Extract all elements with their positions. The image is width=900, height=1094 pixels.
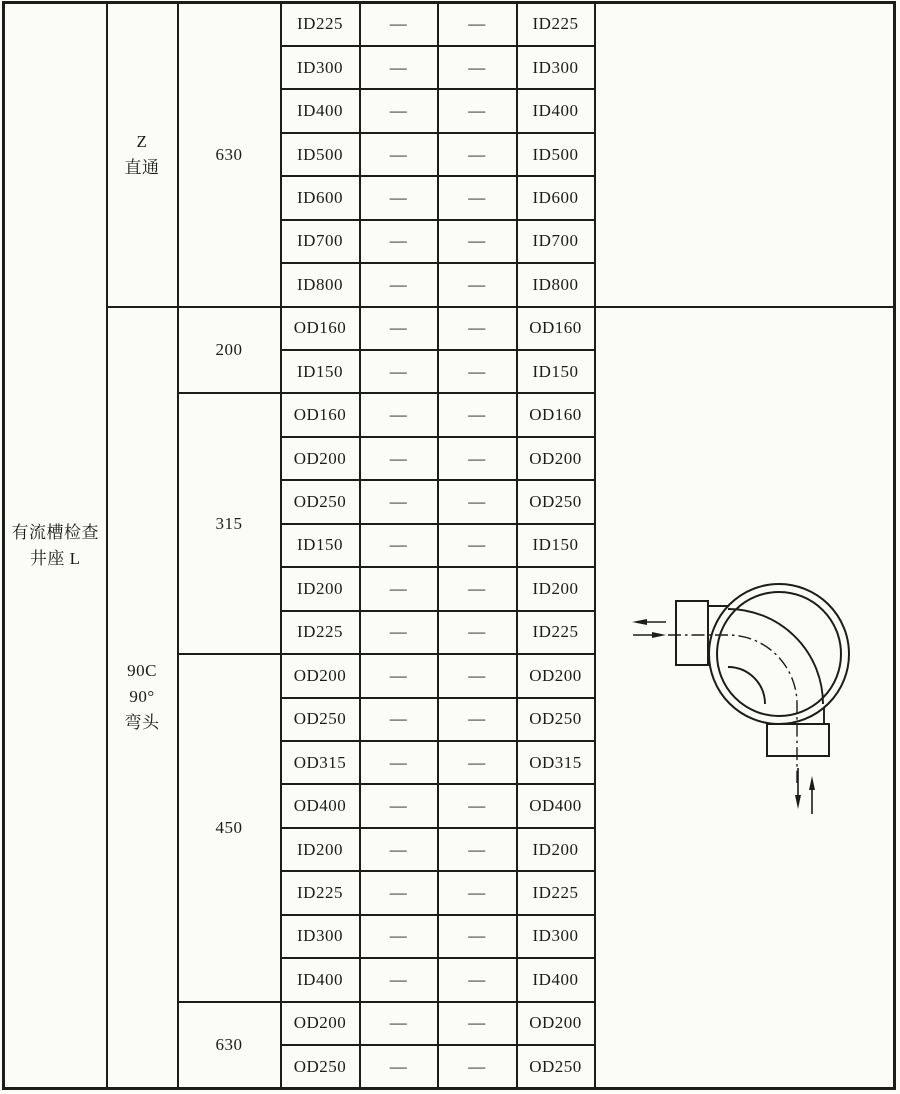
branch-size-cell: OD250	[517, 1045, 595, 1089]
dash-cell: —	[360, 133, 438, 176]
fitting-size-table	[2, 1, 896, 1090]
branch-size-cell: ID225	[517, 871, 595, 914]
well-seat-name-line2: 井座 L	[29, 548, 81, 568]
dash-cell: —	[438, 611, 517, 654]
branch-size-cell: ID225	[281, 871, 360, 914]
fitting-type-angle: 90°	[129, 687, 155, 707]
branch-size-cell: ID150	[517, 524, 595, 567]
branch-size-cell: ID800	[517, 263, 595, 306]
fitting-type-cell-elbow	[107, 307, 178, 1089]
branch-size-cell: ID500	[281, 133, 360, 176]
branch-size-cell: OD200	[281, 1002, 360, 1045]
branch-size-cell: ID150	[281, 524, 360, 567]
table-row	[4, 307, 895, 350]
dash-cell: —	[438, 524, 517, 567]
branch-size-cell: OD160	[281, 393, 360, 436]
dash-cell: —	[438, 915, 517, 958]
dash-cell: —	[438, 176, 517, 219]
dash-cell: —	[360, 698, 438, 741]
dash-cell: —	[360, 524, 438, 567]
fitting-type-name: 直通	[124, 157, 160, 177]
elbow-plan-diagram	[624, 572, 884, 822]
branch-size-cell: ID200	[281, 828, 360, 871]
main-size-cell: 315	[178, 393, 281, 654]
branch-size-cell: OD160	[281, 307, 360, 350]
dash-cell: —	[360, 1002, 438, 1045]
branch-size-cell: OD200	[517, 1002, 595, 1045]
dash-cell: —	[438, 654, 517, 697]
dash-cell: —	[438, 698, 517, 741]
branch-size-cell: ID300	[281, 46, 360, 89]
branch-size-cell: OD160	[517, 307, 595, 350]
dash-cell: —	[360, 741, 438, 784]
branch-size-cell: OD250	[517, 698, 595, 741]
dash-cell: —	[438, 958, 517, 1001]
branch-size-cell: OD200	[281, 654, 360, 697]
branch-size-cell: ID225	[281, 611, 360, 654]
dash-cell: —	[360, 46, 438, 89]
branch-size-cell: ID200	[517, 567, 595, 610]
branch-size-cell: ID225	[517, 611, 595, 654]
dash-cell: —	[438, 871, 517, 914]
flow-channel-inner-arc	[728, 667, 765, 704]
dash-cell: —	[438, 263, 517, 306]
main-size-cell: 630	[178, 1002, 281, 1089]
branch-size-cell: OD160	[517, 393, 595, 436]
branch-size-cell: OD250	[281, 698, 360, 741]
branch-size-cell: OD250	[517, 480, 595, 523]
main-size-cell: 200	[178, 307, 281, 394]
dash-cell: —	[438, 393, 517, 436]
table-row	[4, 3, 895, 46]
branch-size-cell: ID600	[517, 176, 595, 219]
dash-cell: —	[360, 3, 438, 46]
diagram-cell	[595, 307, 895, 1089]
main-size-cell: 450	[178, 654, 281, 1002]
flow-arrow-left-icon	[632, 619, 666, 625]
dash-cell: —	[360, 176, 438, 219]
branch-size-cell: ID150	[517, 350, 595, 393]
branch-size-cell: OD200	[281, 437, 360, 480]
branch-size-cell: ID400	[517, 89, 595, 132]
well-seat-name-line1: 有流槽检查	[11, 522, 99, 542]
well-seat-outer-circle	[709, 584, 849, 724]
branch-size-cell: ID300	[517, 46, 595, 89]
fitting-type-name: 弯头	[124, 713, 160, 733]
dash-cell: —	[438, 307, 517, 350]
branch-size-cell: ID400	[517, 958, 595, 1001]
branch-size-cell: ID200	[281, 567, 360, 610]
dash-cell: —	[360, 958, 438, 1001]
dash-cell: —	[360, 220, 438, 263]
branch-size-cell: OD315	[281, 741, 360, 784]
branch-size-cell: OD400	[281, 784, 360, 827]
dash-cell: —	[360, 1045, 438, 1089]
branch-size-cell: ID300	[281, 915, 360, 958]
dash-cell: —	[360, 828, 438, 871]
dash-cell: —	[438, 828, 517, 871]
fitting-type-code: 90C	[127, 661, 157, 681]
dash-cell: —	[360, 437, 438, 480]
dash-cell: —	[360, 611, 438, 654]
branch-size-cell: ID400	[281, 958, 360, 1001]
inlet-socket	[676, 601, 708, 665]
branch-size-cell: ID700	[517, 220, 595, 263]
dash-cell: —	[438, 1002, 517, 1045]
branch-size-cell: ID225	[517, 3, 595, 46]
branch-size-cell: OD315	[517, 741, 595, 784]
branch-size-cell: ID700	[281, 220, 360, 263]
dash-cell: —	[438, 133, 517, 176]
dash-cell: —	[360, 350, 438, 393]
dash-cell: —	[360, 915, 438, 958]
dash-cell: —	[360, 871, 438, 914]
main-size-cell: 630	[178, 3, 281, 307]
dash-cell: —	[438, 46, 517, 89]
branch-size-cell: ID150	[281, 350, 360, 393]
branch-size-cell: ID200	[517, 828, 595, 871]
outlet-socket	[767, 724, 829, 756]
branch-size-cell: ID500	[517, 133, 595, 176]
dash-cell: —	[360, 307, 438, 350]
dash-cell: —	[360, 784, 438, 827]
flow-arrow-up-icon	[809, 776, 815, 814]
dash-cell: —	[360, 89, 438, 132]
flow-channel-outer-arc	[728, 609, 823, 704]
branch-size-cell: ID400	[281, 89, 360, 132]
dash-cell: —	[360, 480, 438, 523]
branch-size-cell: ID800	[281, 263, 360, 306]
branch-size-cell: OD200	[517, 654, 595, 697]
flow-arrow-down-icon	[795, 768, 801, 809]
dash-cell: —	[438, 3, 517, 46]
fitting-type-cell-straight	[107, 3, 178, 307]
dash-cell: —	[360, 654, 438, 697]
branch-size-cell: OD400	[517, 784, 595, 827]
dash-cell: —	[438, 567, 517, 610]
dash-cell: —	[438, 350, 517, 393]
diagram-cell-empty	[595, 3, 895, 307]
dash-cell: —	[438, 220, 517, 263]
dash-cell: —	[438, 784, 517, 827]
flow-centerline	[668, 635, 797, 783]
dash-cell: —	[438, 480, 517, 523]
dash-cell: —	[438, 89, 517, 132]
branch-size-cell: OD200	[517, 437, 595, 480]
well-seat-name-cell	[4, 3, 107, 1089]
branch-size-cell: ID225	[281, 3, 360, 46]
dash-cell: —	[360, 393, 438, 436]
dash-cell: —	[360, 567, 438, 610]
branch-size-cell: OD250	[281, 480, 360, 523]
dash-cell: —	[438, 437, 517, 480]
fitting-type-code: Z	[136, 131, 148, 151]
branch-size-cell: ID300	[517, 915, 595, 958]
dash-cell: —	[438, 1045, 517, 1089]
dash-cell: —	[438, 741, 517, 784]
flow-arrow-right-icon	[633, 632, 666, 638]
branch-size-cell: OD250	[281, 1045, 360, 1089]
dash-cell: —	[360, 263, 438, 306]
branch-size-cell: ID600	[281, 176, 360, 219]
